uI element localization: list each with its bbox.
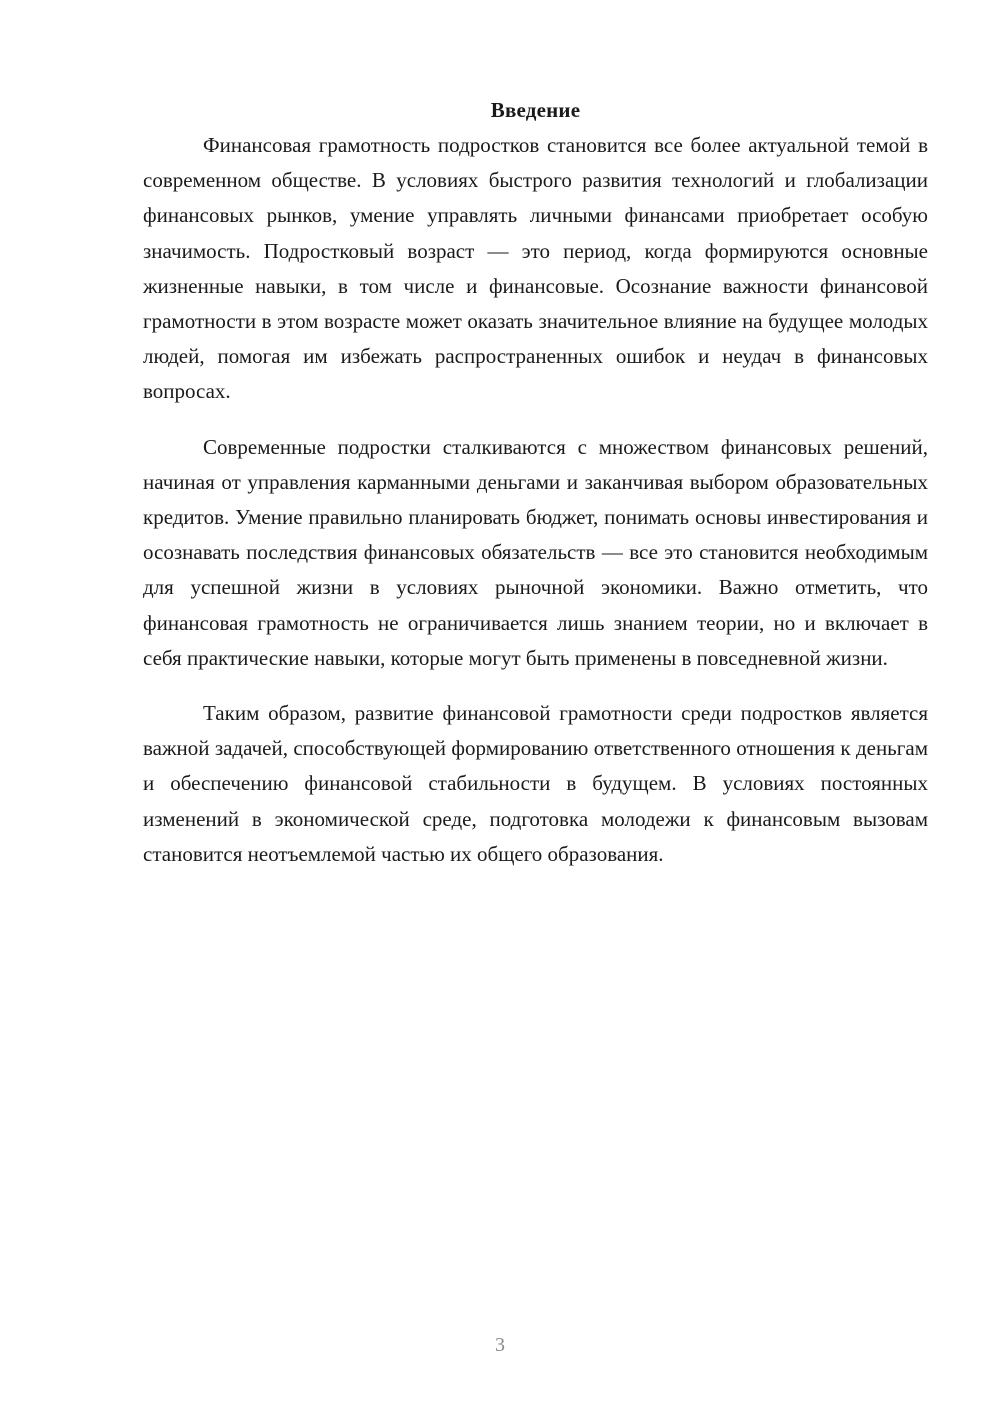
section-title: Введение <box>490 98 581 122</box>
paragraph-2: Современные подростки сталкиваются с множеством финансовых решений, начиная от управления карманными деньгами и заканчивая выбором образовательных кредитов. Умение правильно планировать бюджет, понимать основы инвестирования и осознавать последствия финансовых обязательств — все это становится необходимым для успешной жизни в условиях рыночной экономики. Важно отметить, что финансовая грамотность не ограничивается лишь знанием теории, но и включает в себя практические навыки, которые могут быть применены в повседневной жизни. <box>143 434 928 670</box>
paragraph-3: Таким образом, развитие финансовой грамотности среди подростков является важной задачей, способствующей формированию ответственного отношения к деньгам и обеспечению финансовой стабильности в будущем. В условиях постоянных изменений в экономической среде, подготовка молодежи к финансовым вызовам становится неотъемлемой частью их общего образования. <box>143 701 928 866</box>
page-content <box>143 95 928 892</box>
page-number: 3 <box>495 1334 505 1356</box>
paragraph-1: Финансовая грамотность подростков становится все более актуальной темой в современном обществе. В условиях быстрого развития технологий и глобализации финансовых рынков, умение управлять личными финансами приобретает особую значимость. Подростковый возраст — это период, когда формируются основные жизненные навыки, в том числе и финансовые. Осознание важности финансовой грамотности в этом возрасте может оказать значительное влияние на будущее молодых людей, помогая им избежать распространенных ошибок и неудач в финансовых вопросах. <box>143 133 928 404</box>
